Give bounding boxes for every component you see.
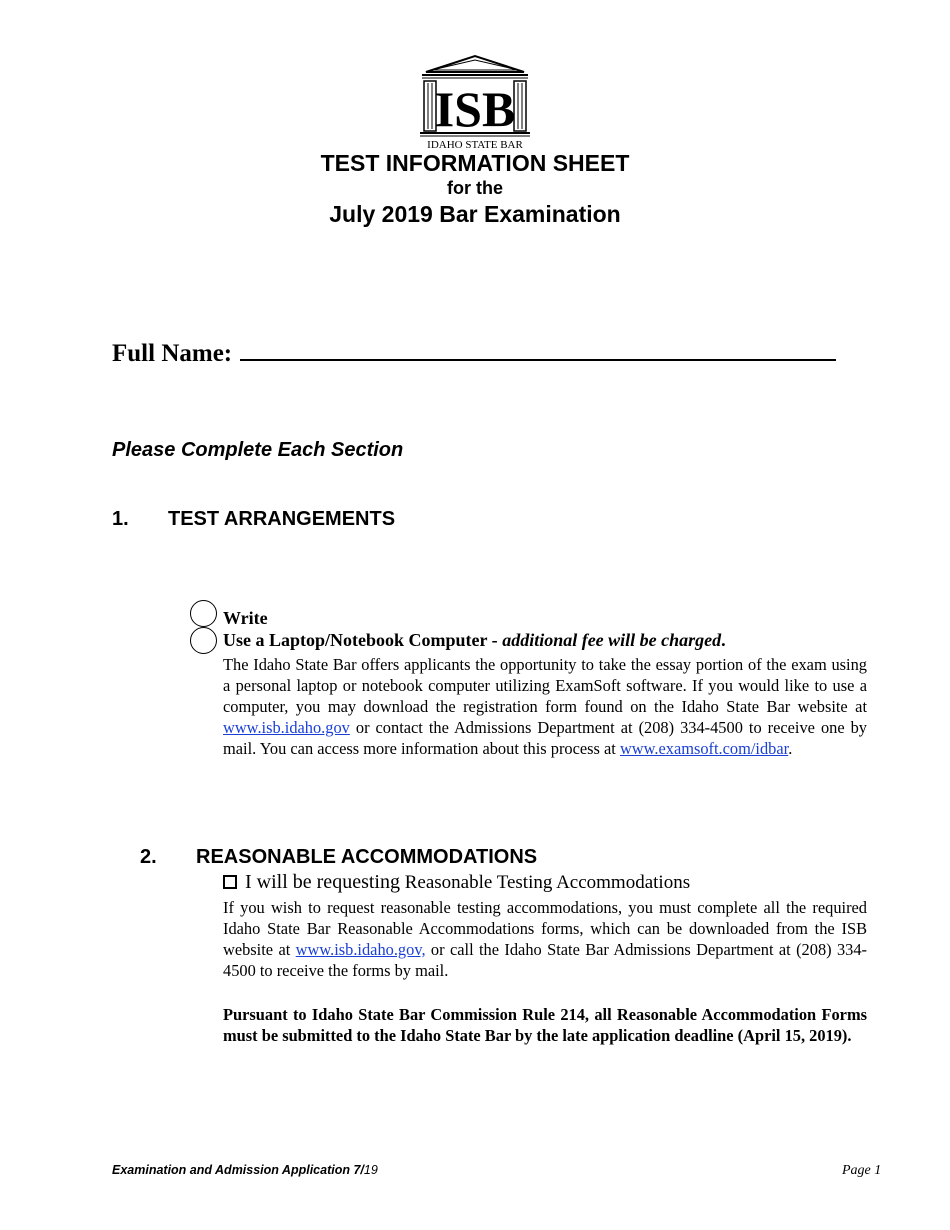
isb-website-link-2[interactable]: www.isb.idaho.gov,: [295, 940, 426, 959]
full-name-field[interactable]: [240, 337, 836, 361]
rule-214-paragraph: Pursuant to Idaho State Bar Commission Rule 214, all Reasonable Accommodation Forms must be submitted to the Idaho State Bar by the late application deadline (April 15, 2019).: [223, 1005, 867, 1045]
section-1-number: 1.: [112, 508, 129, 530]
full-name-label: Full Name:: [112, 340, 233, 367]
accommodations-label-a: I will be requesting: [245, 871, 400, 893]
accommodations-info-text-2: or call the Idaho State Bar Admissions Department at (208) 334-4500 to receive the forms by mail.: [223, 940, 868, 980]
isb-logo: [418, 54, 532, 150]
section-2-number: 2.: [140, 846, 157, 868]
accommodations-checkbox-row: [223, 871, 690, 894]
footer-left: [112, 1163, 378, 1177]
laptop-option-period: .: [721, 630, 726, 650]
page-number: Page 1: [842, 1163, 882, 1178]
write-option-label: Write: [223, 608, 268, 628]
footer-application-name: Examination and Admission Application 7/: [112, 1163, 364, 1177]
document-subtitle: for the: [447, 178, 503, 198]
logo-building-graphic: [418, 54, 532, 150]
laptop-info-text: The Idaho State Bar offers applicants the opportunity to take the essay portion of the exam using a personal laptop or notebook computer utilizing ExamSoft software. If you would like to use a computer, you may download the registration form found on the Idaho State Bar website at: [223, 655, 867, 716]
footer-year: 19: [363, 1163, 378, 1177]
accommodations-info-paragraph: [223, 897, 867, 981]
write-radio-button[interactable]: [190, 600, 217, 627]
section-1-title: TEST ARRANGEMENTS: [168, 508, 396, 530]
isb-website-link[interactable]: www.isb.idaho.gov: [223, 718, 350, 737]
laptop-option-label: [223, 630, 726, 651]
exam-name: July 2019 Bar Examination: [329, 201, 621, 227]
laptop-info-end: .: [788, 739, 793, 758]
full-name-row: [112, 337, 836, 368]
laptop-radio-button[interactable]: [190, 627, 217, 654]
accommodations-label-b: Reasonable Testing Accommodations: [399, 872, 691, 893]
section-2-title: REASONABLE ACCOMMODATIONS: [196, 846, 538, 868]
instruction-heading: Please Complete Each Section: [112, 439, 404, 461]
laptop-info-text-2: or contact the Admissions Department at (208) 334-4500 to receive one by mail. You can access more information about this process at: [223, 718, 867, 758]
accommodations-info-text: If you wish to request reasonable testing accommodations, you must complete all the required Idaho State Bar Reasonable Accommodations forms, which can be downloaded from the ISB website at: [223, 898, 867, 959]
accommodations-checkbox[interactable]: [223, 875, 237, 889]
logo-caption: IDAHO STATE BAR: [427, 139, 523, 150]
laptop-option-text: Use a Laptop/Notebook Computer -: [223, 630, 503, 650]
document-title: TEST INFORMATION SHEET: [320, 150, 630, 176]
logo-letters: ISB: [434, 81, 516, 137]
laptop-fee-note: additional fee will be charged: [502, 630, 722, 650]
examsoft-link[interactable]: www.examsoft.com/idbar: [619, 739, 789, 758]
laptop-info-paragraph: [223, 654, 867, 759]
